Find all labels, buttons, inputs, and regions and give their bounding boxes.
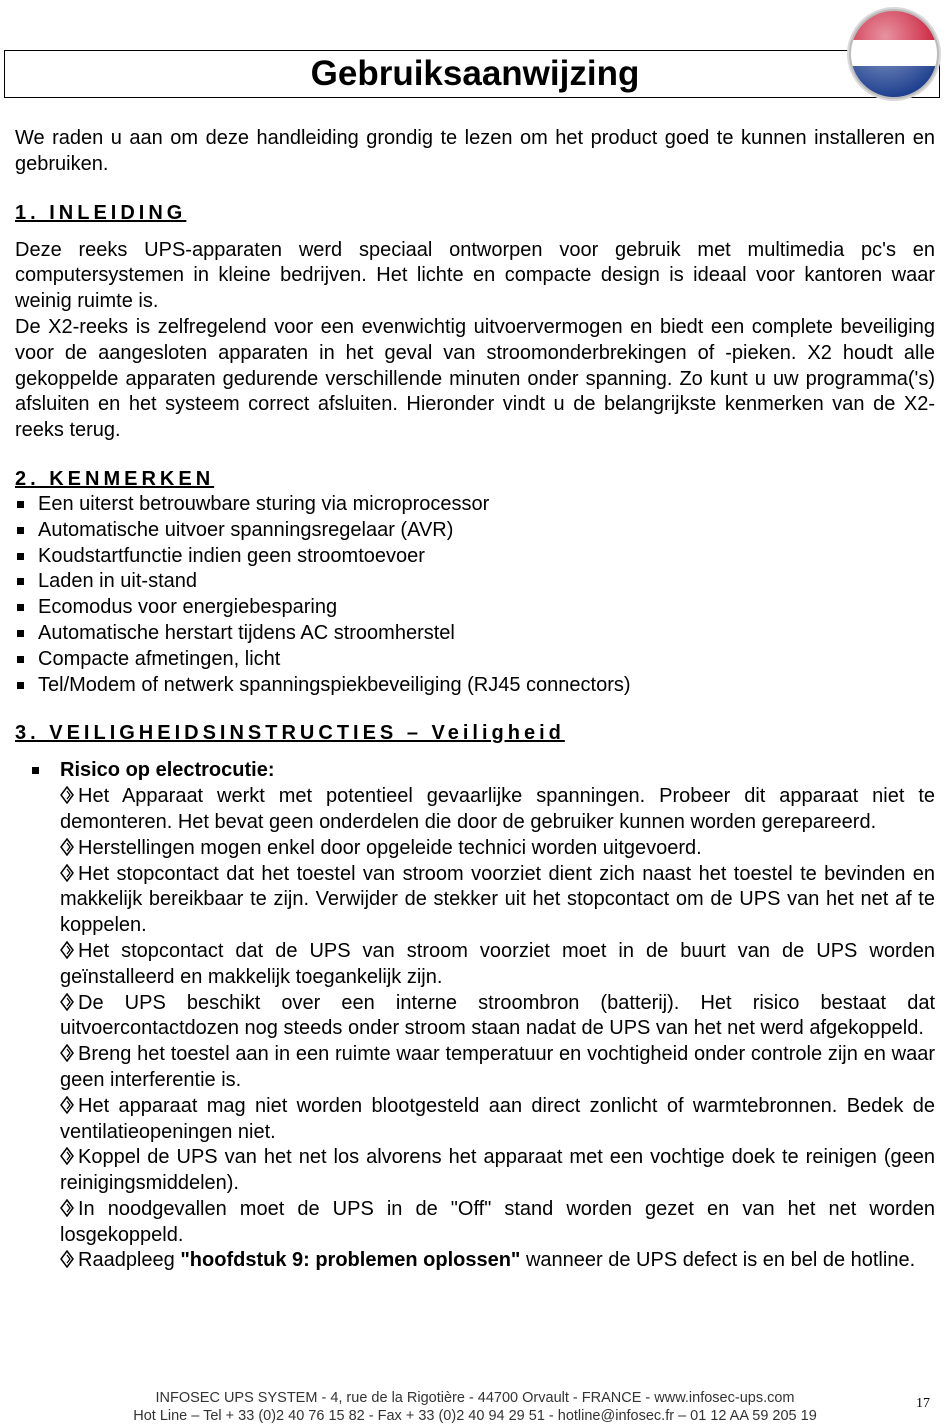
diamond-arrow-icon	[60, 864, 74, 882]
risk-title: Risico op electrocutie:	[60, 759, 275, 782]
list-item: Tel/Modem of netwerk spanningspiekbeveiliging (RJ45 connectors)	[15, 673, 935, 699]
dutch-flag-badge-icon	[846, 6, 942, 102]
bullet-icon	[17, 527, 24, 534]
list-item: Laden in uit-stand	[15, 569, 935, 595]
safety-item: Herstellingen mogen enkel door opgeleide technici worden uitgevoerd.	[60, 836, 935, 862]
features-list	[15, 492, 935, 698]
document-body	[15, 126, 935, 1274]
bullet-icon	[17, 656, 24, 663]
diamond-arrow-icon	[60, 1199, 74, 1217]
bullet-icon	[17, 682, 24, 689]
list-item: Ecomodus voor energiebesparing	[15, 595, 935, 621]
section-3-heading: 3. VEILIGHEIDSINSTRUCTIES – Veiligheid	[15, 722, 565, 745]
safety-item: Het stopcontact dat het toestel van stroom voorziet dient zich naast het toestel te bevinden en makkelijk bereikbaar te zijn. Verwijder de stekker uit het stopcontact om de UPS van het net af te koppelen.	[60, 862, 935, 937]
section-1-heading: 1. INLEIDING	[15, 201, 187, 224]
diamond-arrow-icon	[60, 1044, 74, 1062]
page-title: Gebruiksaanwijzing	[310, 54, 640, 93]
safety-item: In noodgevallen moet de UPS in de "Off" stand worden gezet en van het net worden losgekoppeld.	[60, 1197, 935, 1246]
safety-item: De UPS beschikt over een interne stroombron (batterij). Het risico bestaat dat uitvoercontactdozen nog steeds onder stroom staan nadat de UPS van het net werd afgekoppeld.	[60, 991, 935, 1040]
bullet-icon	[17, 553, 24, 560]
list-item: Koudstartfunctie indien geen stroomtoevoer	[15, 544, 935, 570]
list-item: Een uiterst betrouwbare sturing via microprocessor	[15, 492, 935, 518]
section-1-paragraph-1: Deze reeks UPS-apparaten werd speciaal ontworpen voor gebruik met multimedia pc's en computersystemen in kleine bedrijven. Het lichte en compacte design is ideaal voor kantoren waar weinig ruimte is.	[15, 238, 935, 313]
risk-block	[15, 758, 935, 1274]
diamond-arrow-icon	[60, 838, 74, 856]
bullet-icon	[17, 501, 24, 508]
diamond-arrow-icon	[60, 1096, 74, 1114]
bullet-icon	[17, 630, 24, 637]
diamond-arrow-icon	[60, 1147, 74, 1165]
diamond-arrow-icon	[60, 786, 74, 804]
footer-address: INFOSEC UPS SYSTEM - 4, rue de la Rigotière - 44700 Orvault - FRANCE - www.infosec-ups.com	[155, 1390, 795, 1406]
safety-item: Koppel de UPS van het net los alvorens het apparaat met een vochtige doek te reinigen (geen reinigingsmiddelen).	[60, 1146, 935, 1195]
diamond-arrow-icon	[60, 993, 74, 1011]
list-item: Compacte afmetingen, licht	[15, 647, 935, 673]
list-item: Automatische herstart tijdens AC stroomherstel	[15, 621, 935, 647]
diamond-arrow-icon	[60, 941, 74, 959]
safety-item: Raadpleeg "hoofdstuk 9: problemen oplossen" wanneer de UPS defect is en bel de hotline.	[60, 1248, 935, 1274]
safety-item: Het stopcontact dat de UPS van stroom voorziet moet in de buurt van de UPS worden geïnstalleerd en makkelijk toegankelijk zijn.	[60, 939, 935, 988]
section-2-heading: 2. KENMERKEN	[15, 467, 215, 490]
page-number: 17	[916, 1396, 930, 1411]
safety-item: Het Apparaat werkt met potentieel gevaarlijke spanningen. Probeer dit apparaat niet te demonteren. Het bevat geen onderdelen die door de gebruiker kunnen worden gerepareerd.	[60, 785, 935, 833]
safety-list	[60, 784, 935, 1248]
intro-paragraph: We raden u aan om deze handleiding grondig te lezen om het product goed te kunnen installeren en gebruiken.	[15, 127, 935, 175]
safety-item: Breng het toestel aan in een ruimte waar temperatuur en vochtigheid onder controle zijn en waar geen interferentie is.	[60, 1043, 935, 1091]
bullet-icon	[32, 767, 39, 774]
bullet-icon	[17, 578, 24, 585]
safety-item: Het apparaat mag niet worden blootgesteld aan direct zonlicht of warmtebronnen. Bedek de ventilatieopeningen niet.	[60, 1094, 935, 1143]
list-item: Automatische uitvoer spanningsregelaar (AVR)	[15, 518, 935, 544]
diamond-arrow-icon	[60, 1250, 74, 1268]
bullet-icon	[17, 604, 24, 611]
section-1-paragraph-2: De X2-reeks is zelfregelend voor een evenwichtig uitvoervermogen en biedt een complete beveiliging voor de aangesloten apparaten in het geval van stroomonderbrekingen of -pieken. X2 houdt alle gekoppelde apparaten gedurende verschillende minuten onder spanning. Zo kunt u uw programma('s) afsluiten en het systeem correct afsluiten. Hieronder vindt u de belangrijkste kenmerken van de X2-reeks terug.	[15, 315, 935, 442]
footer-contact: Hot Line – Tel + 33 (0)2 40 76 15 82 - Fax + 33 (0)2 40 94 29 51 - hotline@infosec.fr – 01 12 AA 59 205 19	[133, 1408, 817, 1424]
